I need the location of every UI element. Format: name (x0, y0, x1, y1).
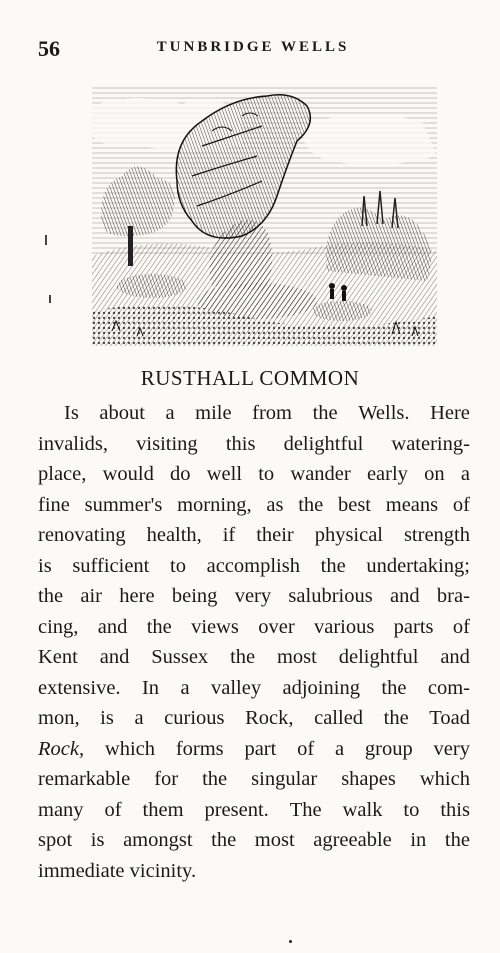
text-line (38, 734, 470, 765)
text-line (38, 673, 470, 704)
word: a (134, 707, 144, 729)
word: wander (290, 463, 351, 485)
word: do (170, 463, 191, 485)
word: strength (403, 524, 470, 546)
word: parts (393, 615, 434, 638)
word: on (424, 463, 445, 485)
word: them (142, 798, 184, 821)
word: a (460, 463, 470, 485)
word: of (297, 737, 315, 760)
print-speck (289, 940, 292, 943)
word: bra- (436, 585, 470, 607)
word: is (90, 829, 105, 851)
word: amongst (123, 829, 193, 851)
toad-rock-engraving (92, 86, 437, 346)
word: The (289, 798, 322, 821)
word: a (334, 737, 345, 760)
text-line (38, 581, 470, 612)
text-line (38, 520, 470, 551)
word: invalids, (38, 432, 109, 455)
word: summer's (84, 493, 163, 516)
word: shapes (341, 768, 396, 790)
word: the (383, 707, 409, 729)
word: present. (204, 798, 269, 821)
text-line (38, 551, 470, 582)
section-caption: RUSTHALL COMMON (140, 366, 360, 390)
word: morning, (177, 493, 252, 516)
text-line (38, 490, 470, 521)
page-header (38, 36, 468, 60)
text-line: immediate vicinity. (38, 859, 197, 882)
word: early (366, 463, 408, 485)
word: the (146, 615, 172, 638)
word: air (80, 585, 102, 607)
text-line (38, 825, 470, 856)
word: views (191, 615, 239, 638)
word: and (99, 646, 130, 668)
word: and (97, 615, 128, 638)
word: of (104, 798, 122, 821)
word: renovating (38, 524, 126, 546)
word: as (266, 493, 284, 516)
word: the (381, 676, 407, 699)
text-line (38, 398, 470, 429)
word: to (258, 463, 275, 485)
word: a (180, 676, 190, 699)
word: a (165, 402, 175, 424)
word: their (256, 524, 294, 546)
word: spot (38, 829, 73, 851)
word: walk (342, 798, 383, 821)
text-line (38, 612, 470, 643)
word: best (337, 493, 372, 516)
word: well (206, 463, 243, 485)
text-line (38, 703, 470, 734)
word: mon, (38, 707, 80, 729)
word: here (119, 585, 155, 607)
word: Kent (38, 646, 78, 668)
word: from (252, 402, 293, 424)
word: Wells. (358, 402, 410, 424)
word: the (312, 402, 338, 424)
word: place, (38, 463, 87, 485)
word: called (314, 707, 364, 729)
word: adjoining (282, 676, 360, 699)
word: salubrious (288, 585, 373, 607)
word: the (320, 554, 346, 577)
running-title: TUNBRIDGE WELLS (156, 39, 350, 55)
print-speck (49, 295, 51, 303)
text-line (38, 642, 470, 673)
word: and (390, 585, 420, 607)
word: singular (251, 768, 318, 790)
word: which (104, 737, 156, 760)
word: the (298, 493, 324, 516)
body-paragraph (38, 398, 470, 886)
word: visiting (136, 432, 198, 455)
word: accomplish (206, 554, 300, 577)
page-number: 56 (38, 36, 60, 61)
word: part (244, 737, 277, 760)
word: delightful (338, 646, 419, 668)
word: is (38, 554, 52, 577)
word: curious (164, 707, 225, 729)
word: watering- (391, 432, 470, 455)
word: and (440, 646, 470, 668)
text-line (38, 429, 470, 460)
word: the (38, 585, 64, 607)
word: In (141, 676, 160, 699)
word: the (202, 768, 228, 790)
word: extensive. (38, 676, 121, 699)
word: health, (146, 524, 202, 546)
word: valley (211, 676, 262, 699)
word: Rock, (245, 707, 294, 729)
word: very (234, 585, 272, 607)
word: being (171, 585, 218, 607)
word: Toad (429, 707, 470, 729)
word: various (313, 615, 375, 638)
word: agreeable (313, 829, 392, 851)
word: mile (195, 402, 232, 424)
word: Sussex (151, 646, 209, 668)
word: Here (430, 402, 470, 424)
word: this (225, 432, 256, 455)
word: Is (64, 402, 79, 424)
word: very (433, 737, 470, 760)
word: to (403, 798, 420, 821)
word: many (38, 798, 84, 821)
word: the (444, 829, 470, 851)
word: the (211, 829, 237, 851)
word: for (154, 768, 179, 790)
print-speck (45, 235, 47, 245)
word: physical (314, 524, 384, 546)
word: undertaking; (366, 554, 470, 577)
text-line (38, 795, 470, 826)
word: most (276, 646, 317, 668)
word: group (364, 737, 413, 760)
word: over (258, 615, 295, 638)
word: com- (427, 676, 470, 699)
word: to (170, 554, 186, 577)
word: cing, (38, 615, 79, 638)
word: this (440, 798, 470, 821)
word: is (100, 707, 114, 729)
word: remarkable (38, 768, 131, 790)
word: in (410, 829, 427, 851)
word: would (102, 463, 154, 485)
word: which (419, 768, 470, 790)
text-line (38, 459, 470, 490)
word: of (452, 493, 470, 516)
word: of (452, 615, 470, 638)
word: means (385, 493, 439, 516)
word: most (254, 829, 295, 851)
word: the (230, 646, 256, 668)
word: about (99, 402, 145, 424)
text-line (38, 764, 470, 795)
word: fine (38, 493, 70, 516)
word: Rock, (38, 737, 85, 760)
word: if (222, 524, 236, 546)
word: forms (175, 737, 224, 760)
word: delightful (283, 432, 364, 455)
word: sufficient (72, 554, 150, 577)
